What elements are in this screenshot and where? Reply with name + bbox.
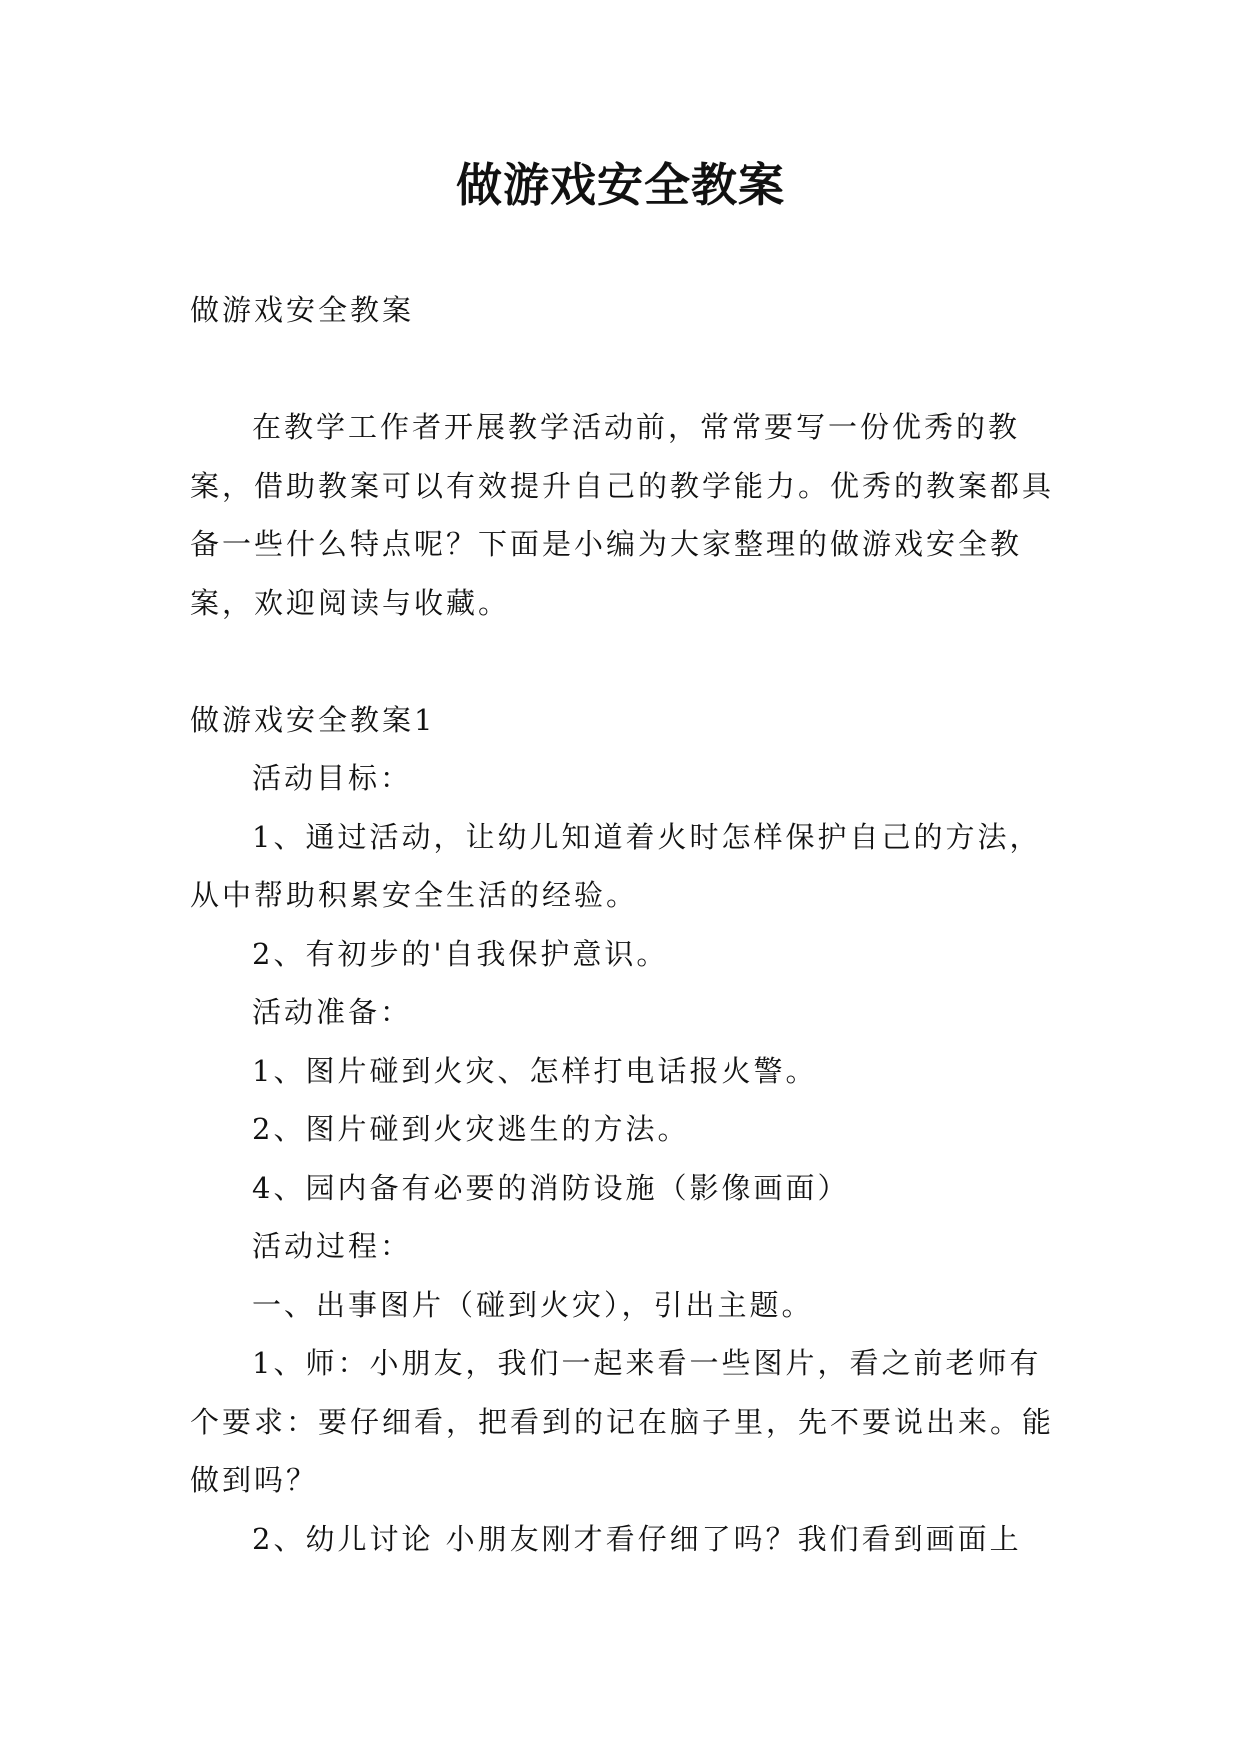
- paragraph: 1、图片碰到火灾、怎样打电话报火警。: [252, 1053, 818, 1088]
- paragraph: 一、出事图片（碰到火灾），引出主题。: [252, 1287, 814, 1322]
- document-body: [190, 281, 1060, 1568]
- spacer: [190, 340, 1060, 399]
- paragraph: 活动过程：: [252, 1229, 413, 1263]
- spacer: [190, 632, 1060, 691]
- paragraph: 1、师：小朋友，我们一起来看一些图片，看之前老师有个要求：要仔细看，把看到的记在脑子里，先不要说出来。能做到吗？: [190, 1346, 1055, 1497]
- paragraph: 2、幼儿讨论 小朋友刚才看仔细了吗？我们看到画面上: [252, 1521, 1022, 1556]
- paragraph: 活动目标：: [252, 761, 413, 795]
- paragraph: 2、图片碰到火灾逃生的方法。: [252, 1112, 690, 1146]
- paragraph: 4、园内备有必要的消防设施（影像画面）: [252, 1170, 850, 1205]
- section-heading: 做游戏安全教案1: [190, 702, 436, 737]
- paragraph: 2、有初步的'自我保护意识。: [252, 936, 669, 971]
- document-subtitle: 做游戏安全教案: [190, 293, 415, 327]
- document-title: 做游戏安全教案: [456, 158, 785, 212]
- paragraph: 活动准备：: [252, 995, 413, 1029]
- paragraph: 1、通过活动，让幼儿知道着火时怎样保护自己的方法，从中帮助积累安全生活的经验。: [190, 819, 1042, 912]
- intro-paragraph: 在教学工作者开展教学活动前，常常要写一份优秀的教案，借助教案可以有效提升自己的教学能力。优秀的教案都具备一些什么特点呢？下面是小编为大家整理的做游戏安全教案，欢迎阅读与收藏。: [190, 410, 1055, 620]
